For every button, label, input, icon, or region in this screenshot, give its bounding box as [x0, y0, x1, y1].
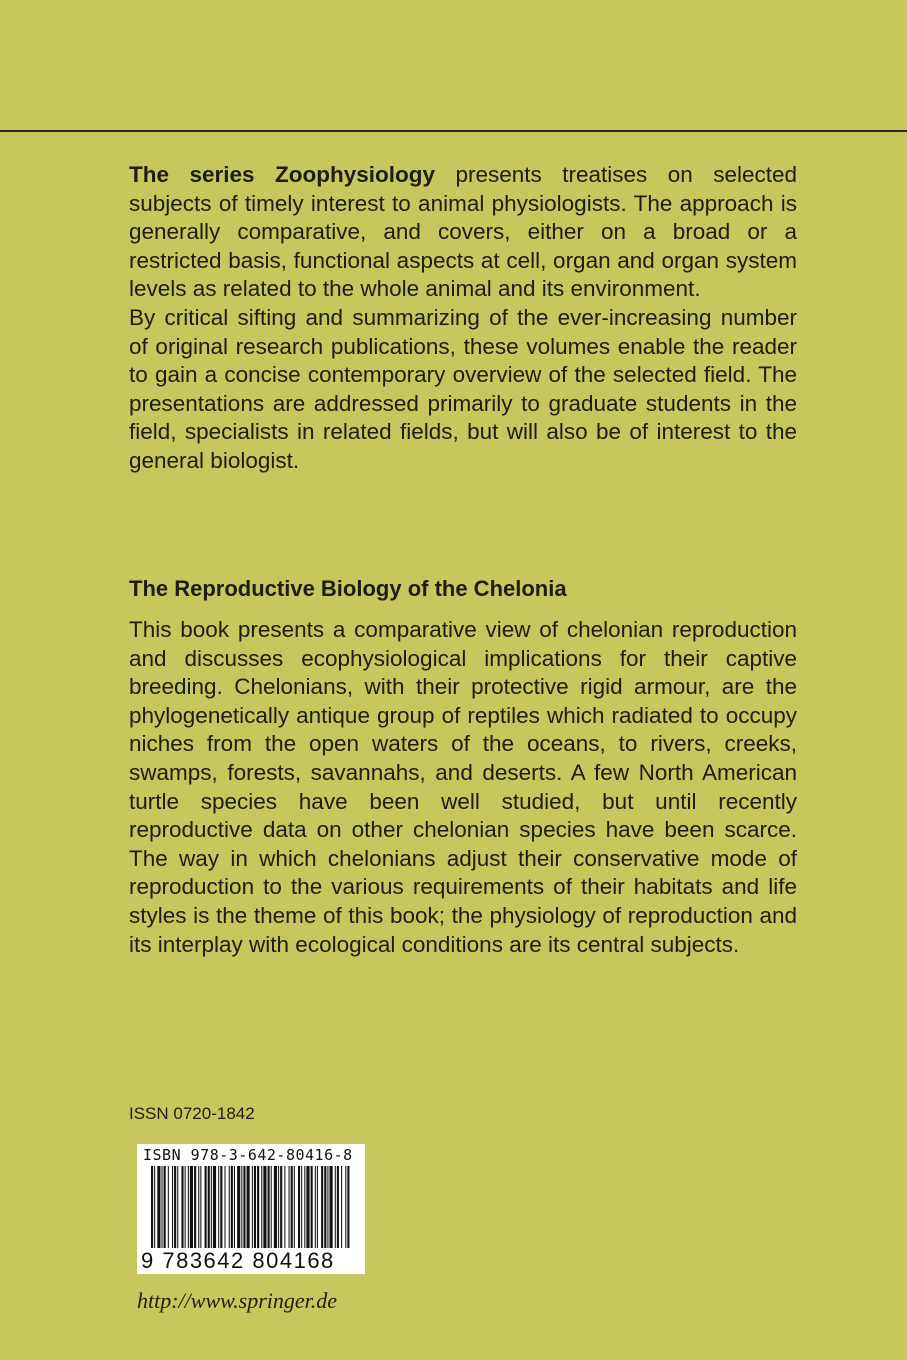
barcode-bar: [311, 1166, 313, 1248]
issn-label: ISSN 0720-1842: [129, 1104, 255, 1123]
barcode-bar: [205, 1166, 207, 1248]
barcode-bar: [241, 1166, 242, 1248]
barcode-bar: [154, 1166, 155, 1248]
barcode-bar: [220, 1166, 222, 1248]
barcode-bar: [157, 1166, 160, 1248]
isbn-label: ISBN 978-3-642-80416-8: [143, 1146, 353, 1164]
barcode-bar: [231, 1166, 233, 1248]
barcode-bar: [174, 1166, 176, 1248]
barcode-bar: [247, 1166, 250, 1248]
barcode-bar: [162, 1166, 163, 1248]
barcode-bar: [301, 1166, 302, 1248]
barcode-bar: [168, 1166, 169, 1248]
barcode-bar: [321, 1166, 323, 1248]
publisher-url[interactable]: http://www.springer.de: [137, 1288, 338, 1313]
barcode-bar: [218, 1166, 219, 1248]
series-description: [129, 161, 797, 476]
barcode-bars: [151, 1166, 351, 1248]
barcode-bar: [198, 1166, 199, 1248]
barcode-bar: [341, 1166, 342, 1248]
barcode-bar: [335, 1166, 336, 1248]
series-paragraph-2: By critical sifting and summarizing of the ever-increasing number of original research publications, these volumes enable the reader to gain a concise contemporary overview of the selected field. The presentations are addressed primarily to graduate students in the field, specialists in related fields, but will also be of interest to the general biologist.: [129, 304, 797, 473]
barcode-bar: [289, 1166, 290, 1248]
barcode-bar: [345, 1166, 346, 1248]
book-section: [129, 574, 797, 959]
barcode-bar: [327, 1166, 328, 1248]
barcode-bar: [177, 1166, 178, 1248]
barcode-bar: [274, 1166, 277, 1248]
barcode-bar: [181, 1166, 183, 1248]
barcode-bar: [261, 1166, 262, 1248]
barcode-bar: [243, 1166, 245, 1248]
barcode-bar: [213, 1166, 216, 1248]
barcode-bar: [188, 1166, 189, 1248]
barcode-bar: [278, 1166, 279, 1248]
barcode-bar: [254, 1166, 256, 1248]
barcode-bar: [268, 1166, 270, 1248]
barcode-bar: [324, 1166, 326, 1248]
barcode-bar: [337, 1166, 339, 1248]
book-description: This book presents a comparative view of chelonian reproduction and discusses ecophysiological implications for their captive breeding. Chelonians, with their protective rigid armour, are the phylogenetically antique group of reptiles which radiated to occupy niches from the open waters of the oceans, to rivers, creeks, swamps, forests, savannahs, and deserts. A few North American turtle species have been well studied, but until recently reproductive data on other chelonian species have been scarce. The way in which chelonians adjust their conservative mode of reproduction to the various requirements of their habitats and life styles is the theme of this book; the physiology of reproduction and its interplay with ecological conditions are its central subjects.: [129, 617, 797, 957]
barcode-bar: [252, 1166, 253, 1248]
barcode: [137, 1144, 365, 1274]
top-rule: [0, 130, 907, 132]
barcode-bar: [317, 1166, 318, 1248]
barcode-bar: [225, 1166, 226, 1248]
barcode-bar: [347, 1166, 349, 1248]
barcode-bar: [194, 1166, 196, 1248]
barcode-bar: [151, 1166, 153, 1248]
barcode-bar: [237, 1166, 240, 1248]
barcode-bar: [229, 1166, 230, 1248]
barcode-bar: [306, 1166, 309, 1248]
barcode-bar: [208, 1166, 210, 1248]
barcode-bar: [200, 1166, 201, 1248]
series-paragraph-1: [129, 161, 797, 304]
barcode-bar: [294, 1166, 295, 1248]
barcode-bar: [172, 1166, 173, 1248]
barcode-bar: [164, 1166, 166, 1248]
barcode-bar: [185, 1166, 186, 1248]
barcode-bar: [263, 1166, 266, 1248]
barcode-bar: [271, 1166, 272, 1248]
series-paragraph-1-text: presents treatises on selected subjects of timely interest to animal physiologists. The approach is generally comparative, and covers, either on a broad or a restricted basis, functional aspects at cell, organ and organ system levels as related to the whole animal and its environment.: [129, 162, 797, 302]
series-lead: The series Zoophysiology: [129, 162, 435, 187]
barcode-bar: [211, 1166, 212, 1248]
barcode-bar: [190, 1166, 193, 1248]
barcode-bar: [330, 1166, 333, 1248]
barcode-bar: [234, 1166, 235, 1248]
barcode-bar: [280, 1166, 282, 1248]
barcode-bar: [291, 1166, 293, 1248]
barcode-bar: [304, 1166, 305, 1248]
book-title: The Reproductive Biology of the Chelonia: [129, 576, 567, 601]
barcode-bar: [315, 1166, 316, 1248]
barcode-bar: [284, 1166, 285, 1248]
barcode-bar: [298, 1166, 300, 1248]
barcode-digits: 9 783642 804168: [141, 1248, 335, 1273]
barcode-bar: [257, 1166, 259, 1248]
